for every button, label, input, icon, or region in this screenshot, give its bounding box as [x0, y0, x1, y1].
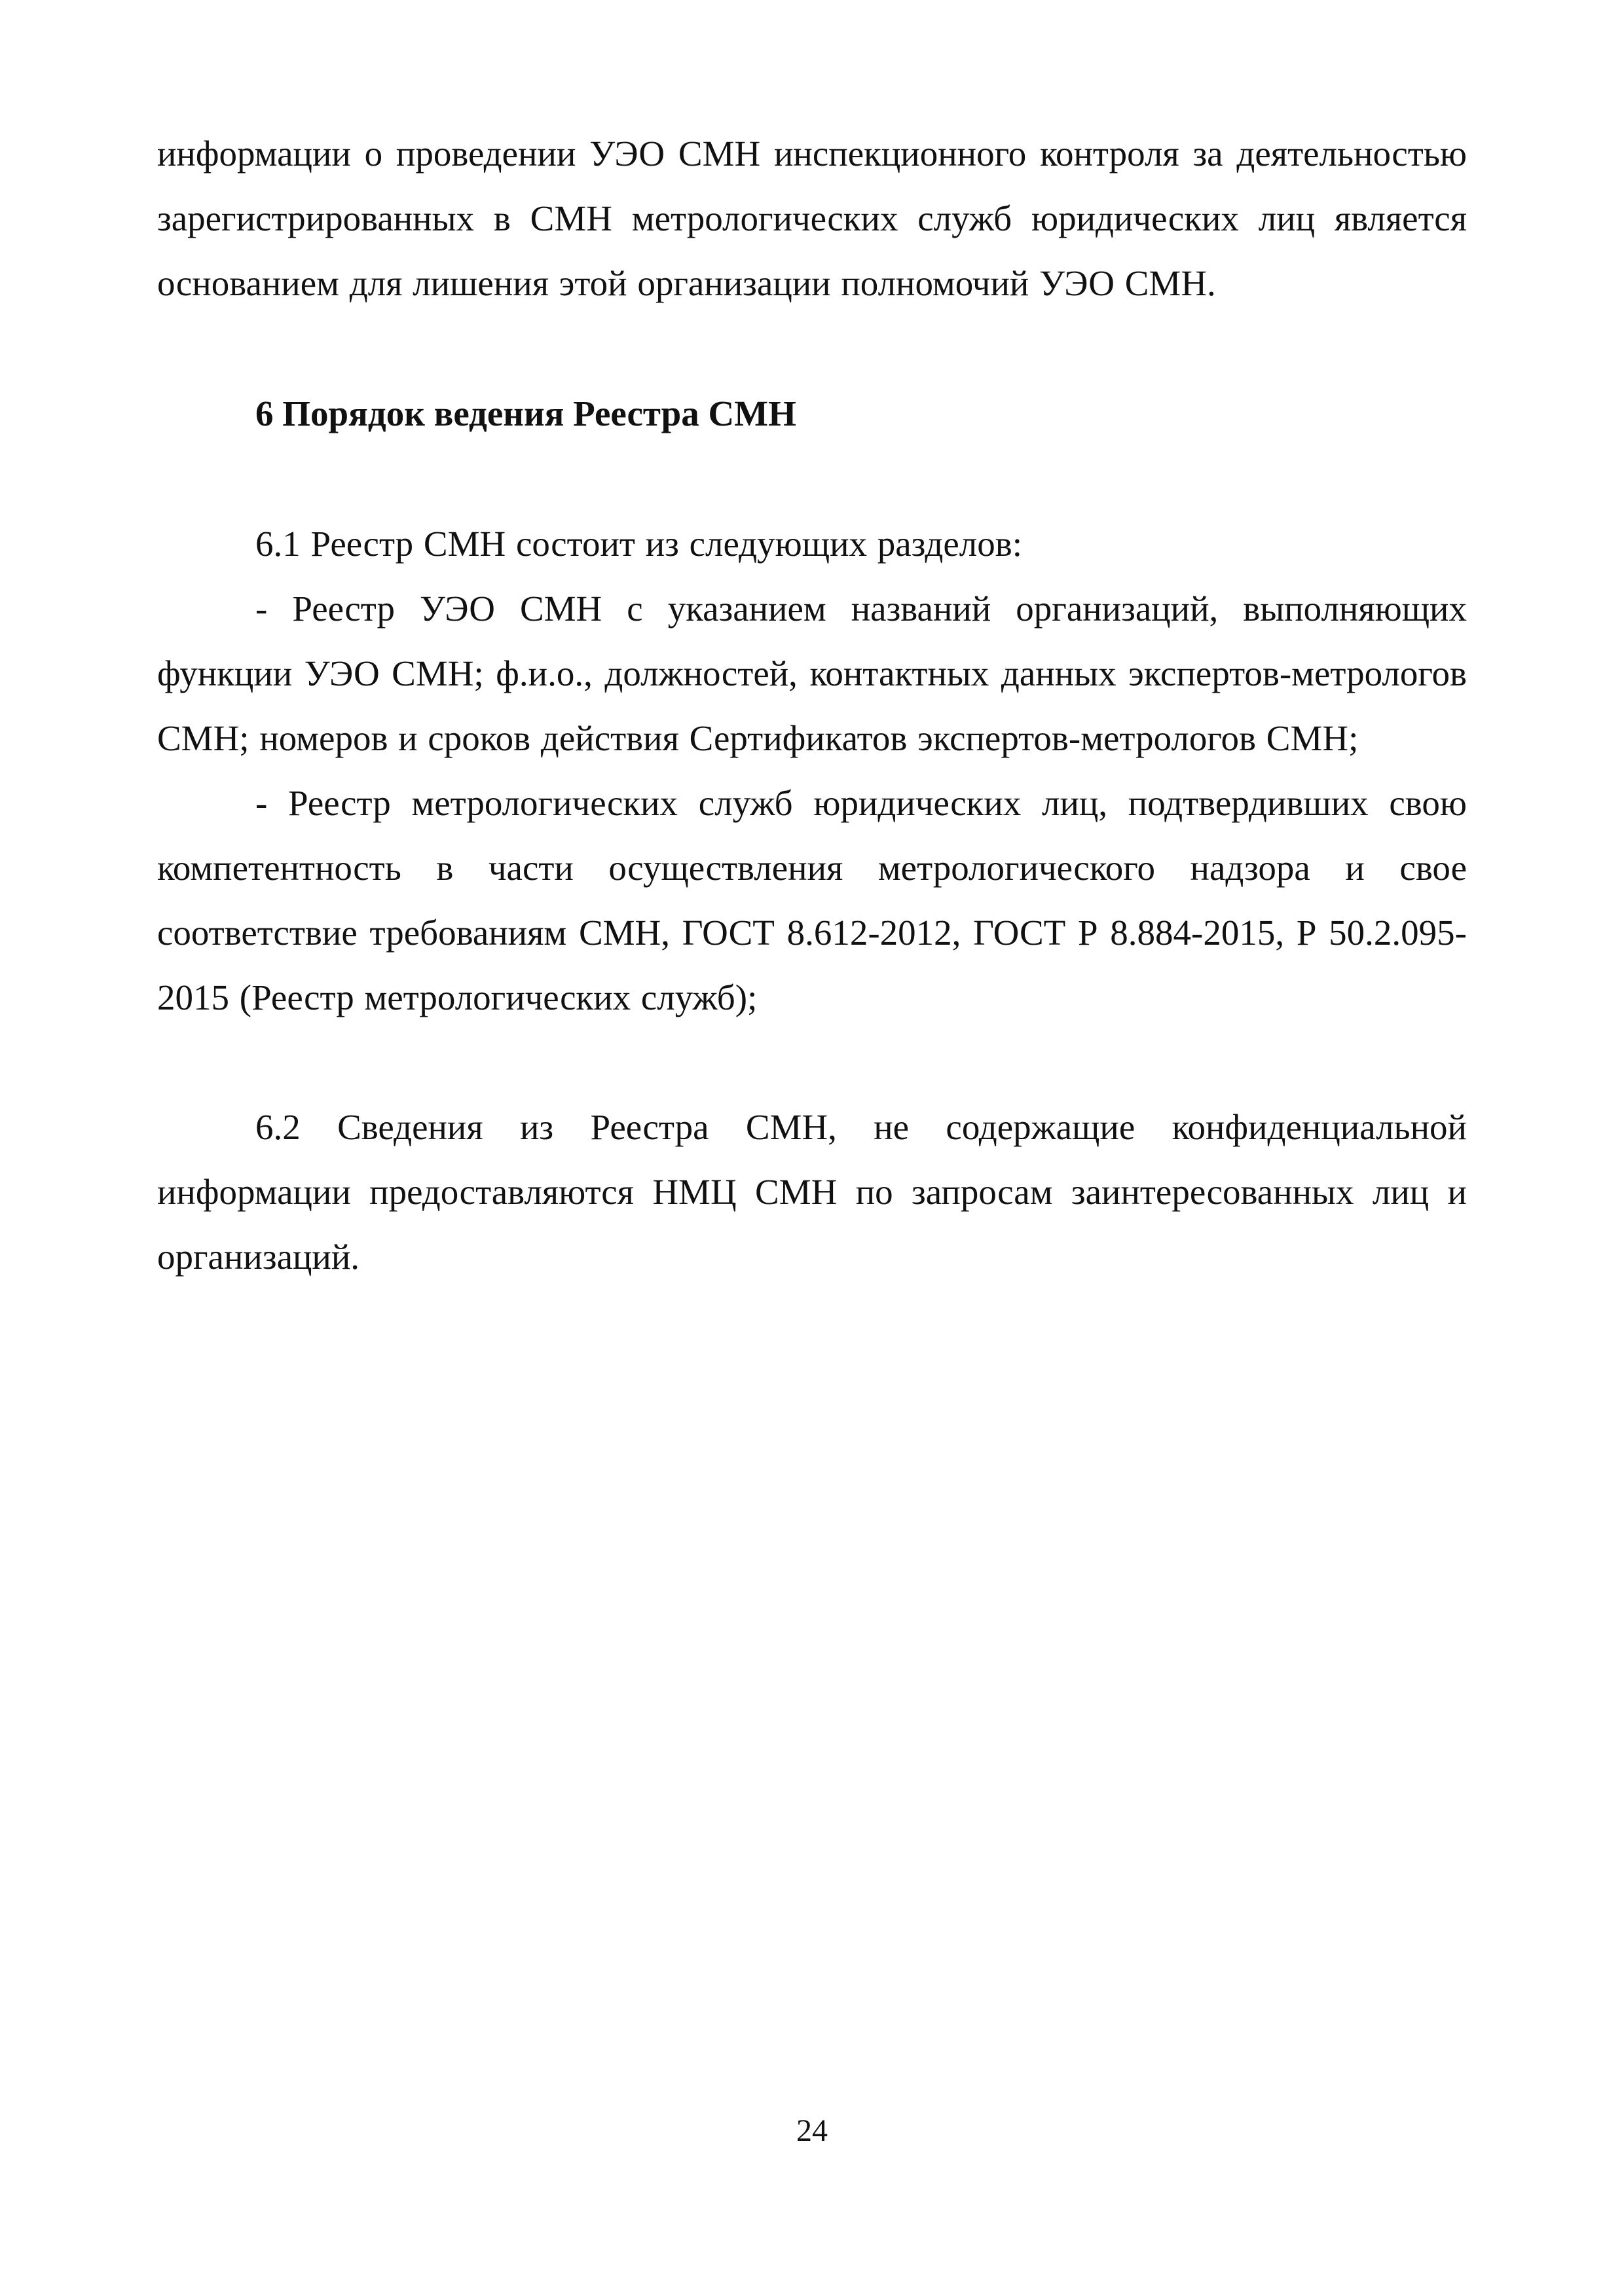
spacer: [157, 316, 1467, 381]
page-number: 24: [796, 2113, 828, 2148]
list-item-registry-ueo: - Реестр УЭО СМН с указанием названий организаций, выполняющих функции УЭО СМН; ф.и.о., должностей, контактных данных экспертов-метрологов СМН; номеров и сроков действия Сертификатов экспертов-метрологов СМН;: [157, 589, 1467, 758]
page-content: [157, 121, 1467, 1289]
paragraph-6-1: 6.1 Реестр СМН состоит из следующих разделов:: [255, 524, 1023, 564]
paragraph-6-2: 6.2 Сведения из Реестра СМН, не содержащие конфиденциальной информации предоставляются НМЦ СМН по запросам заинтересованных лиц и организаций.: [157, 1107, 1467, 1277]
list-item-registry-metrology-services: - Реестр метрологических служб юридических лиц, подтвердивших свою компетентность в части осуществления метрологического надзора и свое соответствие требованиям СМН, ГОСТ 8.612-2012, ГОСТ Р 8.884-2015, Р 50.2.095-2015 (Реестр метрологических служб);: [157, 783, 1467, 1017]
spacer: [157, 446, 1467, 511]
spacer: [157, 1030, 1467, 1095]
section-heading: 6 Порядок ведения Реестра СМН: [255, 393, 796, 433]
intro-paragraph: информации о проведении УЭО СМН инспекционного контроля за деятельностью зарегистрированных в СМН метрологических служб юридических лиц является основанием для лишения этой организации полномочий УЭО СМН.: [157, 134, 1467, 303]
